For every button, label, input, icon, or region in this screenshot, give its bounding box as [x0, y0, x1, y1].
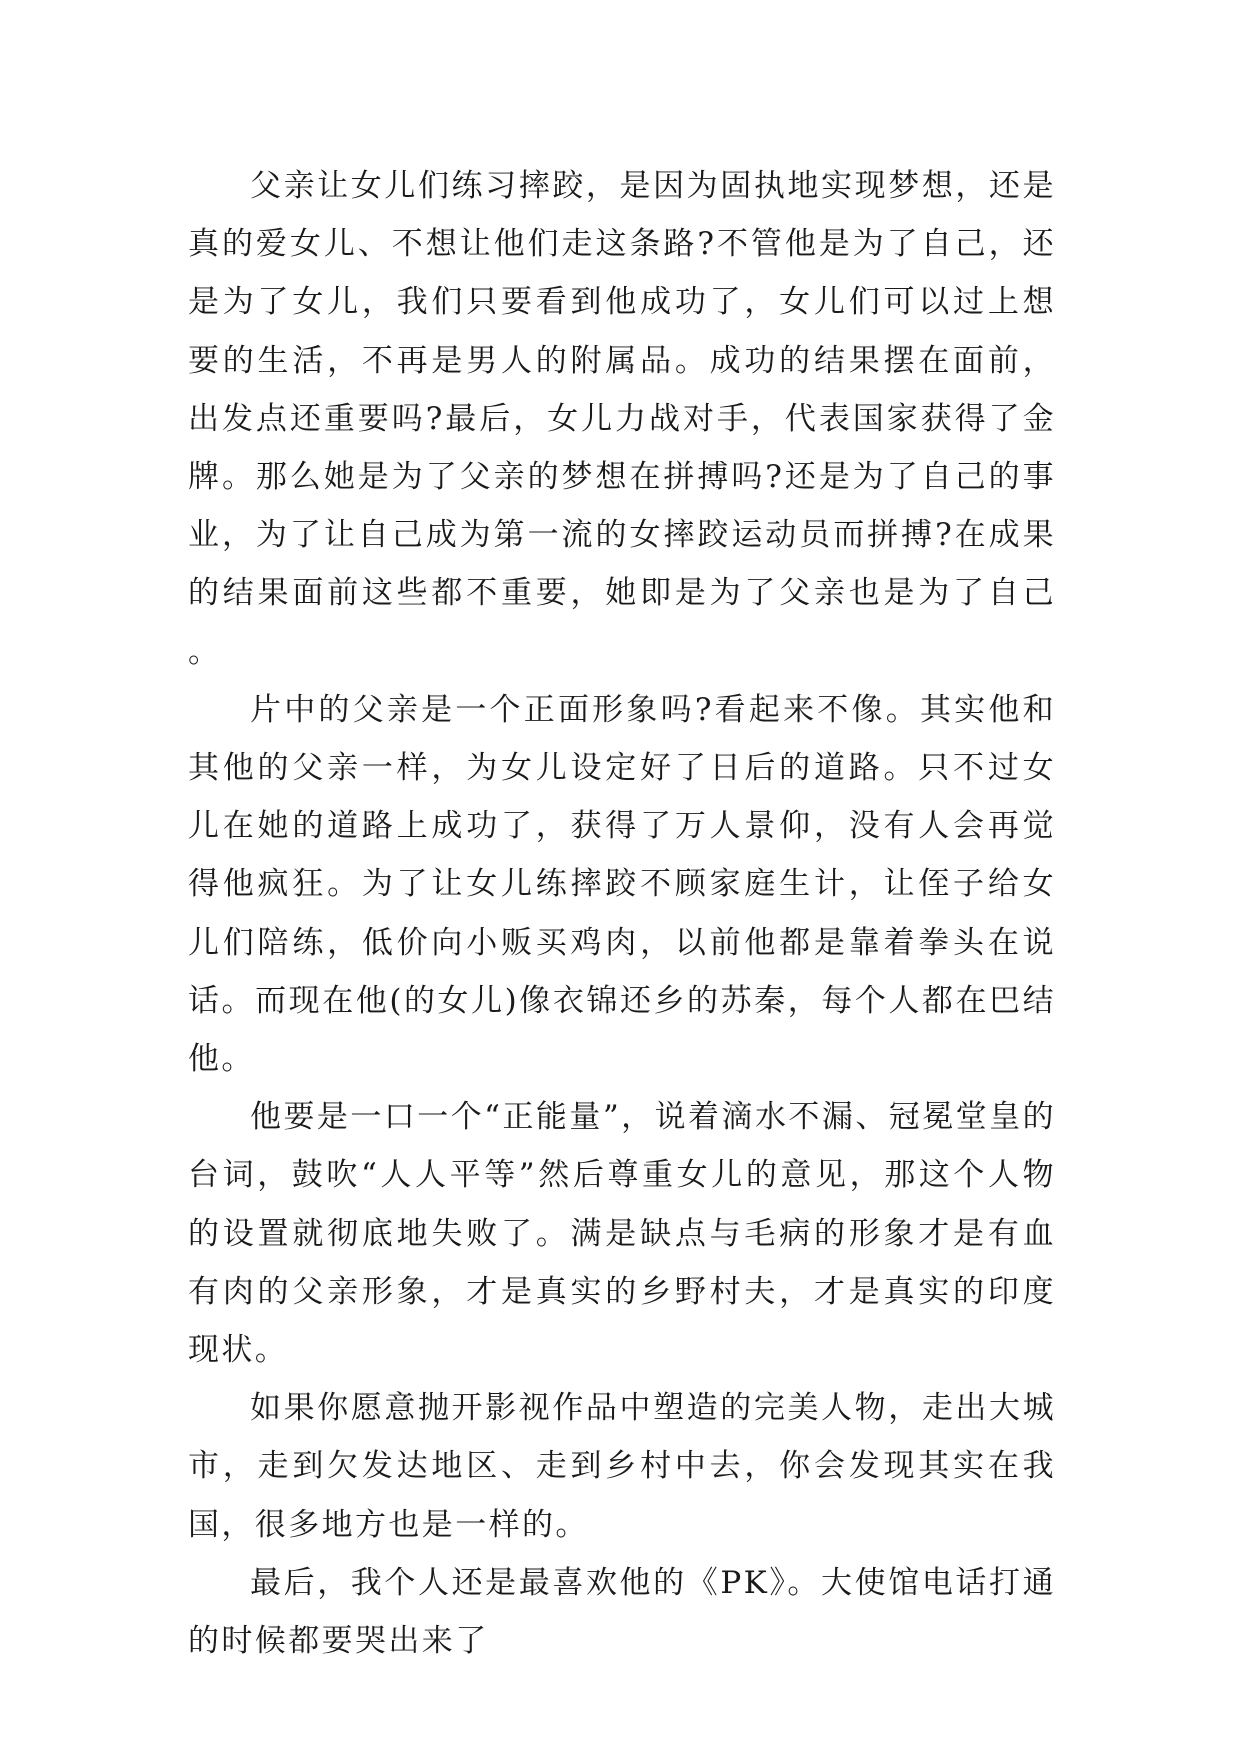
paragraph: 片中的父亲是一个正面形象吗?看起来不像。其实他和其他的父亲一样，为女儿设定好了日后的道路。只不过女儿在她的道路上成功了，获得了万人景仰，没有人会再觉得他疯狂。为了让女儿练摔跤不顾家庭生计，让侄子给女儿们陪练，低价向小贩买鸡肉，以前他都是靠着拳头在说话。而现在他(的女儿)像衣锦还乡的苏秦，每个人都在巴结他。 [188, 691, 1056, 1078]
paragraph: 最后，我个人还是最喜欢他的《PK》。大使馆电话打通的时候都要哭出来了 [188, 1564, 1056, 1660]
paragraph: 如果你愿意抛开影视作品中塑造的完美人物，走出大城市，走到欠发达地区、走到乡村中去，你会发现其实在我国，很多地方也是一样的。 [188, 1390, 1056, 1543]
paragraph: 他要是一口一个“正能量”，说着滴水不漏、冠冕堂皇的台词，鼓吹“人人平等”然后尊重女儿的意见，那这个人物的设置就彻底地失败了。满是缺点与毛病的形象才是有血有肉的父亲形象，才是真实的乡野村夫，才是真实的印度现状。 [188, 1099, 1056, 1369]
paragraph: 父亲让女儿们练习摔跤，是因为固执地实现梦想，还是真的爱女儿、不想让他们走这条路?不管他是为了自己，还是为了女儿，我们只要看到他成功了，女儿们可以过上想要的生活，不再是男人的附属品。成功的结果摆在面前，出发点还重要吗?最后，女儿力战对手，代表国家获得了金牌。那么她是为了父亲的梦想在拼搏吗?还是为了自己的事业，为了让自己成为第一流的女摔跤运动员而拼搏?在成果的结果面前这些都不重要，她即是为了父亲也是为了自己。 [188, 168, 1056, 670]
document-body [188, 157, 1056, 1670]
